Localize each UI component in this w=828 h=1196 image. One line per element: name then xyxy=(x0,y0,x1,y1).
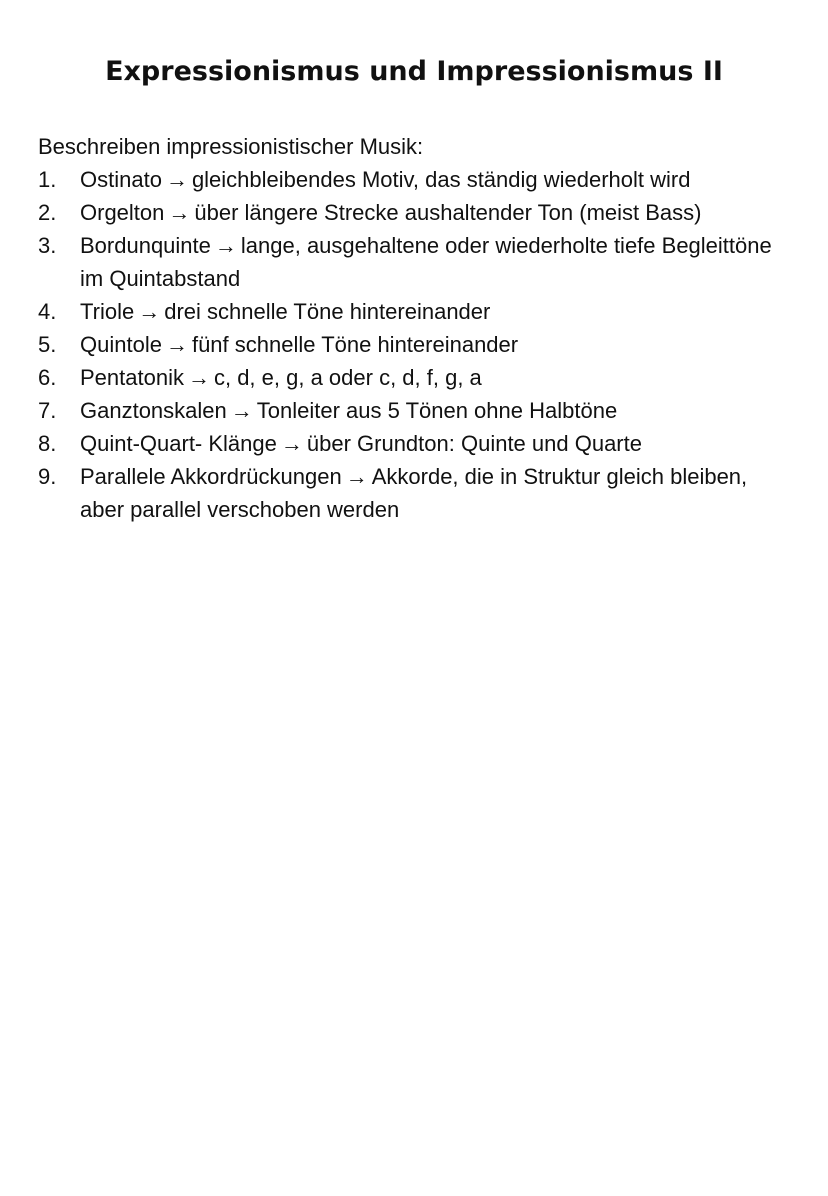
arrow-icon: → xyxy=(165,167,188,192)
item-description: gleichbleibendes Motiv, das ständig wiederholt wird xyxy=(191,167,691,192)
item-term: Quint-Quart- Klänge xyxy=(80,431,277,456)
item-number: 8. xyxy=(38,431,57,456)
item-number: 6. xyxy=(38,365,57,390)
list-item xyxy=(38,427,778,460)
item-number: 2. xyxy=(38,200,57,225)
list-item xyxy=(38,361,778,394)
list-item xyxy=(38,328,778,361)
item-number: 3. xyxy=(38,233,57,258)
item-description: Akkorde, die in Struktur gleich bleiben, aber parallel verschoben werden xyxy=(80,464,748,522)
item-term: Parallele Akkordrückungen xyxy=(80,464,342,489)
item-number: 7. xyxy=(38,398,57,423)
term-list xyxy=(38,163,778,526)
item-term: Ganztonskalen xyxy=(80,398,227,423)
item-term: Pentatonik xyxy=(80,365,184,390)
intro-text: Beschreiben impressionistischer Musik: xyxy=(38,134,424,159)
list-item xyxy=(38,295,778,328)
arrow-icon: → xyxy=(230,398,253,423)
arrow-icon: → xyxy=(165,332,188,357)
item-term: Orgelton xyxy=(80,200,165,225)
list-item xyxy=(38,394,778,427)
item-number: 9. xyxy=(38,464,57,489)
item-term: Triole xyxy=(80,299,135,324)
arrow-icon: → xyxy=(345,464,368,489)
page-title: Expressionismus und Impressionismus II xyxy=(105,56,723,87)
list-item xyxy=(38,460,778,526)
item-description: Tonleiter aus 5 Tönen ohne Halbtöne xyxy=(256,398,618,423)
item-number: 1. xyxy=(38,167,57,192)
list-item xyxy=(38,163,778,196)
item-description: über längere Strecke aushaltender Ton (meist Bass) xyxy=(194,200,702,225)
item-number: 4. xyxy=(38,299,57,324)
arrow-icon: → xyxy=(187,365,210,390)
item-description: über Grundton: Quinte und Quarte xyxy=(306,431,642,456)
item-description: c, d, e, g, a oder c, d, f, g, a xyxy=(213,365,482,390)
item-term: Ostinato xyxy=(80,167,162,192)
arrow-icon: → xyxy=(280,431,303,456)
item-number: 5. xyxy=(38,332,57,357)
arrow-icon: → xyxy=(138,299,161,324)
item-description: fünf schnelle Töne hintereinander xyxy=(191,332,519,357)
arrow-icon: → xyxy=(168,200,191,225)
item-term: Quintole xyxy=(80,332,162,357)
list-item xyxy=(38,229,778,295)
item-description: drei schnelle Töne hintereinander xyxy=(164,299,491,324)
list-item xyxy=(38,196,778,229)
item-description: lange, ausgehaltene oder wiederholte tiefe Begleittöne im Quintabstand xyxy=(80,233,772,291)
item-term: Bordunquinte xyxy=(80,233,211,258)
arrow-icon: → xyxy=(214,233,237,258)
